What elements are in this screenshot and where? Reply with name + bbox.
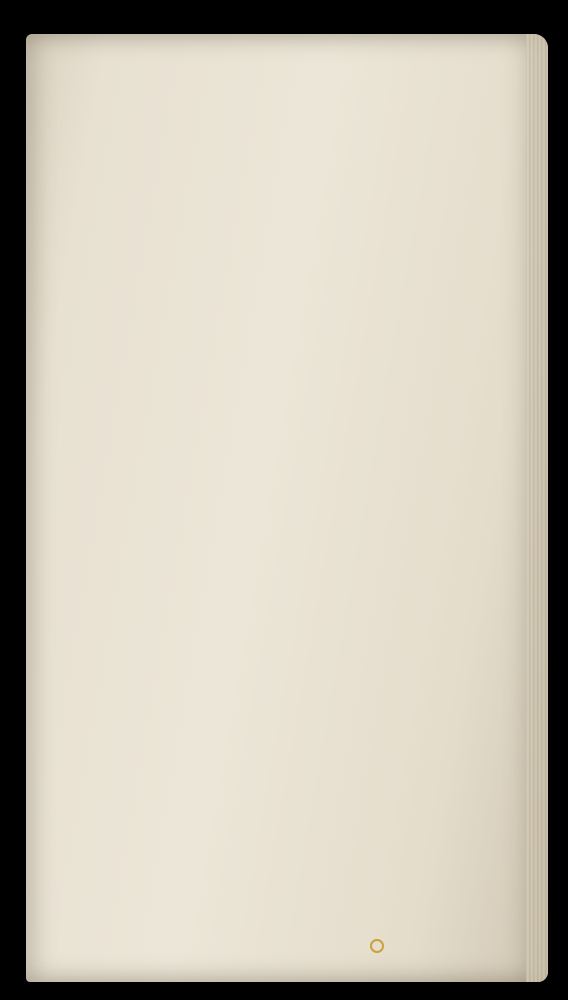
page-edge: [526, 34, 548, 982]
watermark-logo-icon: [370, 939, 384, 953]
book-page: [26, 34, 548, 982]
watermark: [370, 938, 387, 953]
